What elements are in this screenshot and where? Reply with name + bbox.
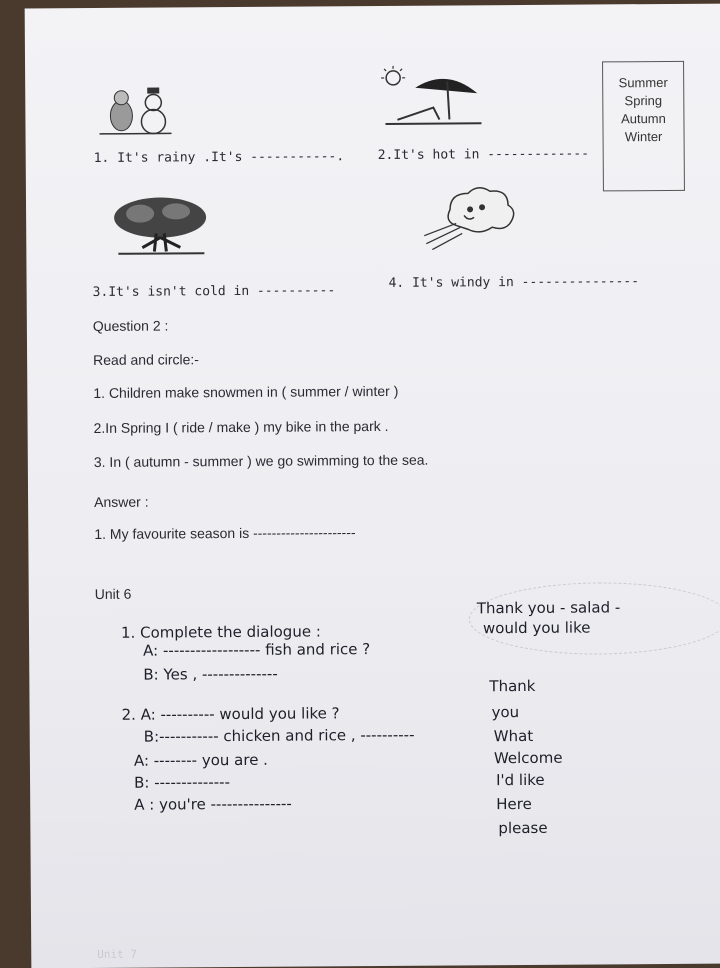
- sentence-3: 3.It's isn't cold in ----------: [93, 283, 336, 300]
- exercise-1-title: 1. Complete the dialogue :: [121, 622, 321, 641]
- word-list-item: you: [492, 703, 520, 721]
- sentence-2: 2.It's hot in -------------: [378, 147, 589, 163]
- question-2-item: 3. In ( autumn - summer ) we go swimming to the sea.: [94, 452, 429, 470]
- dialogue-line: A : you're ---------------: [134, 795, 292, 814]
- question-2-title: Question 2 :: [93, 317, 169, 334]
- word-list-item: I'd like: [496, 771, 545, 789]
- dialogue-line: B: --------------: [134, 773, 230, 792]
- question-2-item: 1. Children make snowmen in ( summer / winter ): [93, 383, 398, 401]
- question-2-instruction: Read and circle:-: [93, 351, 199, 368]
- worksheet-page: [25, 4, 720, 968]
- dialogue-line: B:----------- chicken and rice , ----------: [144, 726, 415, 746]
- word-list-item: Welcome: [494, 749, 563, 767]
- footer-unit-label: Unit 7: [97, 948, 137, 961]
- word-box-item: Spring: [603, 92, 683, 111]
- sentence-4: 4. It's windy in ---------------: [389, 274, 640, 291]
- snowman-icon: [95, 81, 175, 138]
- word-box-item: Winter: [604, 128, 684, 147]
- bubble-line: would you like: [483, 619, 591, 638]
- tree-icon: [110, 193, 210, 260]
- word-box-item: Summer: [603, 74, 683, 93]
- word-box-item: Autumn: [603, 110, 683, 129]
- bubble-line: Thank you - salad -: [477, 598, 621, 617]
- sentence-1: 1. It's rainy .It's -----------.: [94, 149, 345, 166]
- dialogue-line: A: -------- you are .: [134, 751, 268, 770]
- dialogue-line: A: ------------------ fish and rice ?: [143, 640, 370, 660]
- answer-item: 1. My favourite season is ----------------------: [94, 524, 355, 542]
- dialogue-line: B: Yes , --------------: [143, 665, 278, 684]
- beach-umbrella-icon: [377, 63, 487, 132]
- wind-cloud-icon: [420, 181, 520, 252]
- word-list-item: Thank: [489, 677, 535, 695]
- season-word-box: [602, 61, 685, 192]
- unit-6-title: Unit 6: [95, 586, 132, 602]
- dialogue-line: 2. A: ---------- would you like ?: [122, 704, 340, 724]
- word-list-item: What: [494, 727, 534, 745]
- answer-title: Answer :: [94, 494, 149, 510]
- word-list-item: please: [498, 819, 547, 837]
- question-2-item: 2.In Spring I ( ride / make ) my bike in the park .: [94, 418, 389, 436]
- word-list-item: Here: [496, 795, 532, 813]
